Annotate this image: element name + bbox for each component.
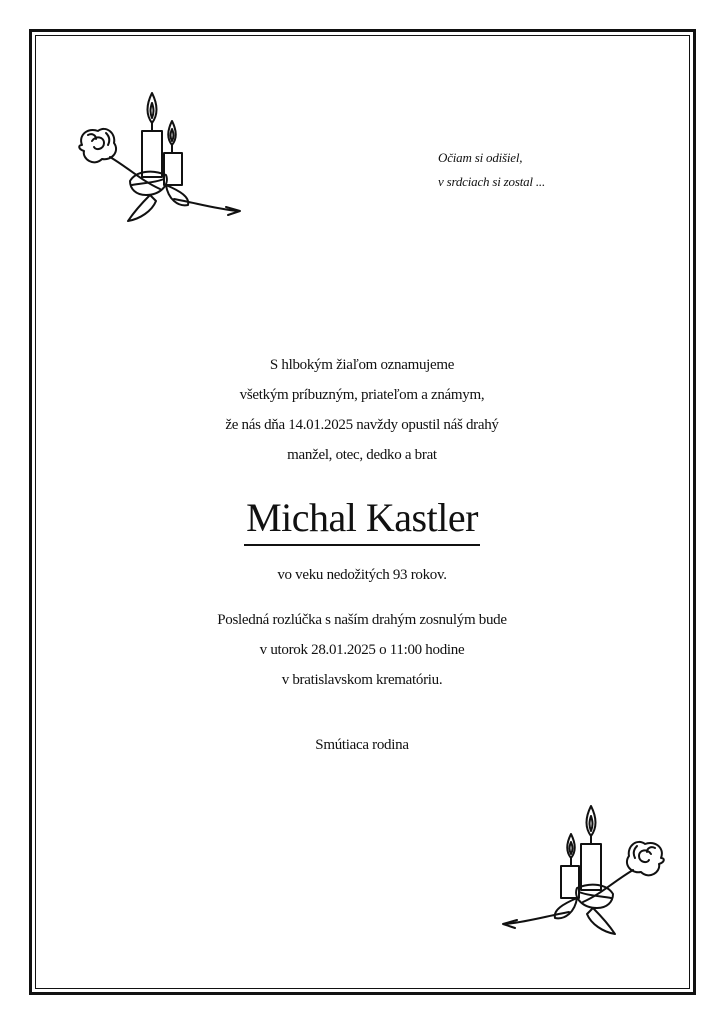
announcement — [0, 350, 724, 470]
motto-line-1: Očiam si odišiel, — [438, 150, 523, 165]
candles-rose-icon — [70, 85, 245, 225]
ceremony-info — [0, 605, 724, 695]
announcement-line: všetkým príbuzným, priateľom a známym, — [239, 387, 485, 403]
announcement-line: S hlbokým žiaľom oznamujeme — [269, 357, 455, 373]
deceased-name — [0, 492, 724, 546]
ceremony-line: Posledná rozlúčka s naším drahým zosnulým bude — [217, 612, 507, 628]
tall-candle — [581, 806, 601, 890]
ceremony-line: v utorok 28.01.2025 o 11:00 hodine — [259, 642, 465, 658]
deceased-name-text: Michal Kastler — [244, 492, 480, 546]
rose-stem-leaves — [503, 870, 633, 934]
ceremony-line: v bratislavskom krematóriu. — [281, 672, 443, 688]
announcement-line: manžel, otec, dedko a brat — [287, 447, 437, 463]
tall-candle — [142, 93, 162, 177]
motto-line-2: v srdciach si zostal ... — [438, 174, 546, 189]
candles-rose-icon — [498, 798, 673, 938]
signature: Smútiaca rodina — [315, 737, 409, 753]
rose-stem-leaves — [110, 157, 240, 221]
age-text: vo veku nedožitých 93 rokov. — [277, 567, 447, 583]
announcement-line: že nás dňa 14.01.2025 navždy opustil náš drahý — [225, 417, 499, 433]
motto — [438, 146, 545, 194]
